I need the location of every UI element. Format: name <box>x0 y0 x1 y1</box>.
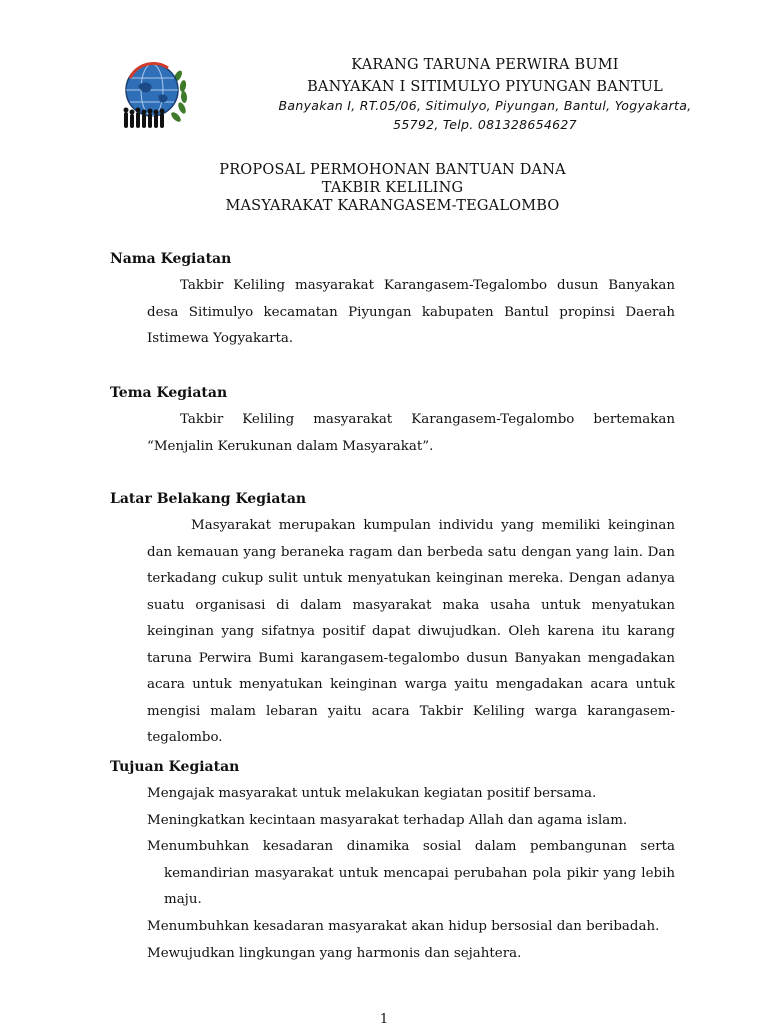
address-line-1: Banyakan I, RT.05/06, Sitimulyo, Piyungan, Bantul, Yogyakarta, <box>278 98 692 113</box>
list-item: Mengajak masyarakat untuk melakukan kegiatan positif bersama. <box>147 786 597 801</box>
org-name: KARANG TARUNA PERWIRA BUMI <box>351 57 619 73</box>
proposal-title-line-1: PROPOSAL PERMOHONAN BANTUAN DANA <box>219 162 566 178</box>
proposal-title-line-3: MASYARAKAT KARANGASEM-TEGALOMBO <box>225 198 560 214</box>
section-heading-nama: Nama Kegiatan <box>110 251 232 267</box>
section-heading-latar: Latar Belakang Kegiatan <box>110 491 307 507</box>
tujuan-list <box>147 781 675 967</box>
section-body-nama: Takbir Keliling masyarakat Karangasem-Tegalombo dusun Banyakan desa Sitimulyo kecamatan Piyungan kabupaten Bantul propinsi Daerah Istimewa Yogyakarta. <box>147 278 675 346</box>
proposal-title-line-2: TAKBIR KELILING <box>321 180 464 196</box>
list-item: Meningkatkan kecintaan masyarakat terhadap Allah dan agama islam. <box>147 812 628 828</box>
section-body-latar: Masyarakat merupakan kumpulan individu yang memiliki keinginan dan kemauan yang beraneka ragam dan berbeda satu dengan yang lain. Dan terkadang cukup sulit untuk menyatukan keinginan mereka. Dengan adanya suatu organisasi di dalam masyarakat maka usaha untuk menyatukan keinginan yang sifatnya positif dapat diwujudkan. Oleh karena itu karang taruna Perwira Bumi karangasem-tegalombo dusun Banyakan mengadakan acara untuk menyatukan keinginan warga yaitu mengadakan acara untuk mengisi malam lebaran yaitu acara Takbir Keliling warga karangasem-tegalombo. <box>147 518 675 745</box>
org-location: BANYAKAN I SITIMULYO PIYUNGAN BANTUL <box>307 79 663 95</box>
list-item: Menumbuhkan kesadaran masyarakat akan hidup bersosial dan beribadah. <box>147 918 660 934</box>
section-heading-tema: Tema Kegiatan <box>110 385 228 401</box>
section-heading-tujuan: Tujuan Kegiatan <box>110 759 240 775</box>
address-line-2: 55792, Telp. 081328654627 <box>393 117 577 132</box>
page-number: 1 <box>379 1012 389 1027</box>
list-item: Mewujudkan lingkungan yang harmonis dan sejahtera. <box>147 945 522 961</box>
section-body-tema: Takbir Keliling masyarakat Karangasem-Tegalombo bertemakan “Menjalin Kerukunan dalam Masyarakat”. <box>147 412 675 454</box>
logo-icon <box>116 56 192 132</box>
list-item: Menumbuhkan kesadaran dinamika sosial dalam pembangunan serta kemandirian masyarakat untuk mencapai perubahan pola pikir yang lebih maju. <box>147 839 675 908</box>
globe-emblem-logo <box>116 56 192 132</box>
